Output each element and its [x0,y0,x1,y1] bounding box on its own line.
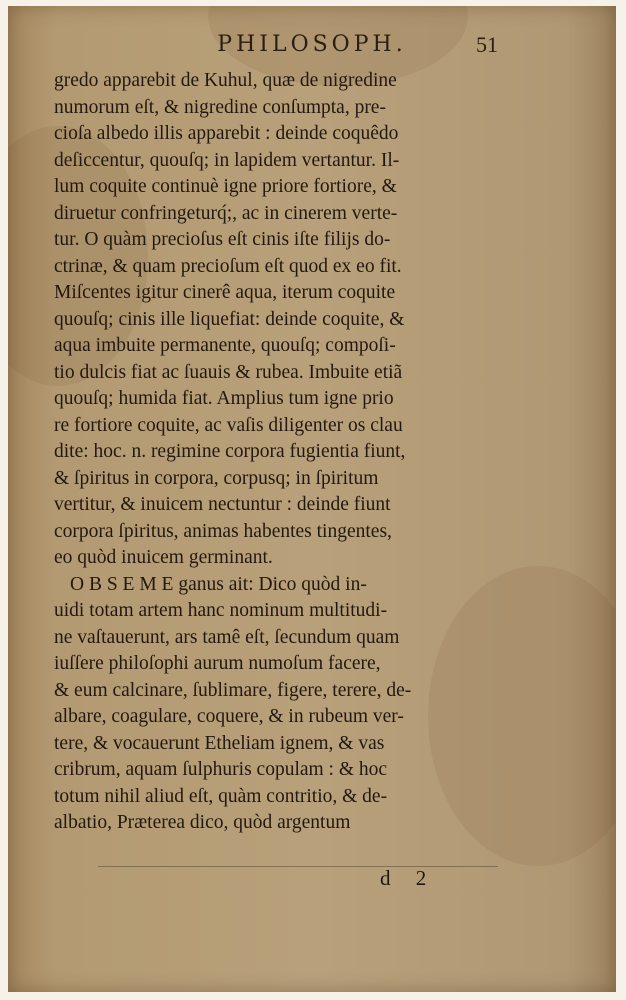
text-line: uidi totam artem hanc nominum multitudi- [54,600,388,621]
running-head: PHILOSOPH. [217,32,407,57]
text-line: albatio, Præterea dico, quòd argentum [54,812,351,833]
text-line: re fortiore coquite, ac vaſis diligenter os clau [54,414,403,436]
text-line: dite: hoc. n. regimine corpora fugientia fiunt, [54,441,406,462]
text-line: corpora ſpiritus, animas habentes tingentes, [54,520,392,542]
printed-rule [98,866,498,867]
text-line: quouſq; cinis ille liquefiat: deinde coquite, & [54,308,405,330]
text-line: quouſq; humida fiat. Amplius tum igne prio [54,388,394,409]
text-line: aqua imbuite permanente, quouſq; compoſi- [54,335,396,356]
text-line: totum nihil aliud eſt, quàm contritio, & de- [54,785,388,807]
text-line: diruetur confringeturq́;, ac in cinerem verte- [54,202,398,224]
text-line: ne vaſtauerunt, ars tamê eſt, ſecundum quam [54,626,400,648]
text-line: lum coquite continuè igne priore fortiore, & [54,176,397,197]
text-line: cioſa albedo illis apparebit : deinde coquêdo [54,123,399,144]
signature-mark: d 2 [380,866,437,890]
paragraph-start-line: O B S E M E ganus ait: Dico quòd in- [70,573,367,595]
page-number: 51 [476,32,498,57]
text-block [54,68,502,837]
text-line: tur. O quàm precioſus eſt cinis iſte filijs do- [54,229,391,250]
text-line: tio dulcis fiat ac ſuauis & rubea. Imbuite etiã [54,361,403,383]
text-line: & eum calcinare, ſublimare, figere, terere, de- [54,679,412,701]
text-line: albare, coagulare, coquere, & in rubeum ver- [54,706,404,727]
text-line: cribrum, aquam ſulphuris copulam : & hoc [54,759,388,780]
text-line: eo quòd inuicem germinant. [54,547,273,568]
text-line: tere, & vocauerunt Etheliam ignem, & vas [54,732,385,754]
text-line: ctrinæ, & quam precioſum eſt quod ex eo fit. [54,255,402,277]
page-header [8,32,616,68]
text-line: Miſcentes igitur cinerê aqua, iterum coquite [54,282,396,303]
text-line: deſiccentur, quouſq; in lapidem vertantur. Il- [54,149,400,171]
text-line: gredo apparebit de Kuhul, quæ de nigredine [54,70,397,91]
text-line: iuſſere philoſophi aurum numoſum facere, [54,653,381,674]
text-line: & ſpiritus in corpora, corpusq; in ſpiritum [54,467,379,489]
text-line: vertitur, & inuicem nectuntur : deinde fiunt [54,494,391,515]
text-line: numorum eſt, & nigredine conſumpta, pre- [54,96,386,118]
book-page [8,6,616,992]
